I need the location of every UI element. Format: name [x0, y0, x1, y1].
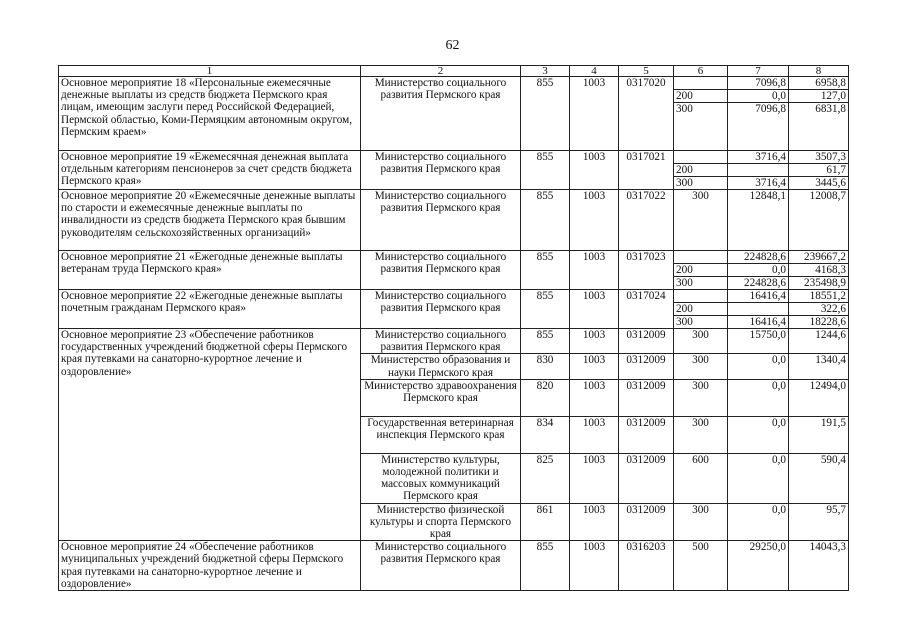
code-cell: 825: [521, 453, 570, 503]
code-cell: 855: [521, 251, 570, 290]
amount-cell: 29250,0: [728, 541, 789, 591]
code-cell: 834: [521, 416, 570, 453]
page-number: 62: [445, 38, 460, 53]
ministry-cell: Министерство социального развития Пермского края: [361, 290, 521, 329]
code-cell: 0317024: [619, 290, 674, 329]
code-cell: 820: [521, 379, 570, 416]
value: 300: [674, 177, 727, 190]
value: 61,7: [789, 164, 848, 177]
table-row: [59, 151, 849, 190]
value: 3445,6: [789, 177, 848, 190]
value: 322,6: [789, 303, 848, 316]
ministry-cell: Министерство социального развития Пермского края: [361, 329, 521, 354]
amount-cell: 14043,3: [789, 541, 849, 591]
value: 224828,6: [728, 277, 788, 290]
ministry-cell: Министерство социального развития Пермского края: [361, 541, 521, 591]
ministry-cell: Министерство социального развития Пермского края: [361, 77, 521, 151]
code-cell: 0317023: [619, 251, 674, 290]
amount-cell: [728, 151, 789, 190]
code-cell: 0312009: [619, 329, 674, 354]
measure-name-cell: Основное мероприятие 24 «Обеспечение работников муниципальных учреждений бюджетной сферы Пермского края путевками на санаторно-курортное лечение и оздоровление»: [59, 541, 361, 591]
ministry-cell: Министерство здравоохранения Пермского края: [361, 379, 521, 416]
amount-cell: 191,5: [789, 416, 849, 453]
measure-name-cell: Основное мероприятие 20 «Ежемесячные денежные выплаты по старости и ежемесячные денежные выплаты по инвалидности из средств бюджета Пермского края бывшим руководителям сельскохозяйственных организаций»: [59, 190, 361, 251]
amount-cell: [728, 77, 789, 151]
measure-name-cell: Основное мероприятие 23 «Обеспечение работников государственных учреждений бюджетной сферы Пермского края путевками на санаторно-курортное лечение и оздоровление»: [59, 329, 361, 541]
amount-cell: 0,0: [728, 379, 789, 416]
code-cell: 855: [521, 541, 570, 591]
value: 3716,4: [755, 151, 786, 163]
value: [674, 77, 727, 90]
amount-cell: 0,0: [728, 453, 789, 503]
table-row: [59, 251, 849, 290]
code-cell: 1003: [570, 151, 619, 190]
code-cell: 0312009: [619, 379, 674, 416]
ministry-cell: Министерство физической культуры и спорта Пермского края: [361, 503, 521, 541]
column-header: 4: [570, 66, 619, 77]
column-header: 6: [674, 66, 728, 77]
expense-type-cell: [674, 77, 728, 151]
code-cell: 855: [521, 190, 570, 251]
expense-type-cell: [674, 151, 728, 190]
code-cell: 0317022: [619, 190, 674, 251]
amount-cell: [728, 251, 789, 290]
amount-cell: 12494,0: [789, 379, 849, 416]
value: 3716,4: [728, 177, 788, 190]
ministry-cell: Министерство образования и науки Пермского края: [361, 354, 521, 379]
code-cell: 1003: [570, 453, 619, 503]
value: 200: [674, 164, 727, 177]
expense-type-cell: 300: [674, 379, 728, 416]
expense-type-cell: [674, 251, 728, 290]
value: [674, 290, 727, 303]
code-cell: 1003: [570, 251, 619, 290]
value: 200: [674, 303, 727, 316]
code-cell: 855: [521, 329, 570, 354]
code-cell: 0316203: [619, 541, 674, 591]
value: 7096,8: [755, 77, 786, 89]
ministry-cell: Министерство социального развития Пермского края: [361, 151, 521, 190]
column-header: 1: [59, 66, 361, 77]
value: 6958,8: [815, 77, 846, 89]
amount-cell: 0,0: [728, 354, 789, 379]
code-cell: 830: [521, 354, 570, 379]
value: 18551,2: [809, 290, 846, 302]
amount-cell: [789, 77, 849, 151]
code-cell: 0312009: [619, 453, 674, 503]
code-cell: 1003: [570, 190, 619, 251]
amount-cell: 0,0: [728, 503, 789, 541]
value: 7096,8: [728, 103, 788, 116]
code-cell: 0312009: [619, 416, 674, 453]
value: 127,0: [789, 90, 848, 103]
amount-cell: 95,7: [789, 503, 849, 541]
value: 18228,6: [789, 316, 848, 329]
value: 224828,6: [744, 251, 786, 263]
amount-cell: 0,0: [728, 416, 789, 453]
value: 300: [674, 277, 727, 290]
value: 4168,3: [789, 264, 848, 277]
value: 3507,3: [815, 151, 846, 163]
ministry-cell: Министерство социального развития Пермского края: [361, 190, 521, 251]
ministry-cell: Министерство социального развития Пермского края: [361, 251, 521, 290]
column-header: 7: [728, 66, 789, 77]
code-cell: 0312009: [619, 354, 674, 379]
amount-cell: 1244,6: [789, 329, 849, 354]
table-row: [59, 77, 849, 151]
value: 200: [674, 264, 727, 277]
code-cell: 1003: [570, 77, 619, 151]
code-cell: 1003: [570, 416, 619, 453]
expense-type-cell: 300: [674, 503, 728, 541]
amount-cell: [789, 251, 849, 290]
code-cell: 1003: [570, 541, 619, 591]
code-cell: 855: [521, 77, 570, 151]
table-row: [59, 541, 849, 591]
value: 235498,9: [789, 277, 848, 290]
value: 0,0: [728, 90, 788, 103]
amount-cell: 12008,7: [789, 190, 849, 251]
expense-type-cell: 500: [674, 541, 728, 591]
expense-type-cell: 300: [674, 190, 728, 251]
value: [674, 151, 727, 164]
expense-type-cell: 300: [674, 416, 728, 453]
value: [728, 303, 788, 316]
measure-name-cell: Основное мероприятие 21 «Ежегодные денежные выплаты ветеранам труда Пермского края»: [59, 251, 361, 290]
amount-cell: 15750,0: [728, 329, 789, 354]
code-cell: 0317021: [619, 151, 674, 190]
column-header: 3: [521, 66, 570, 77]
table-row: [59, 190, 849, 251]
code-cell: 855: [521, 290, 570, 329]
code-cell: 0312009: [619, 503, 674, 541]
ministry-cell: Министерство культуры, молодежной политики и массовых коммуникаций Пермского края: [361, 453, 521, 503]
value: 300: [674, 103, 727, 116]
value: [728, 164, 788, 177]
column-header: 8: [789, 66, 849, 77]
column-header: 2: [361, 66, 521, 77]
code-cell: 861: [521, 503, 570, 541]
value: 16416,4: [728, 316, 788, 329]
table-row: [59, 329, 849, 354]
amount-cell: 1340,4: [789, 354, 849, 379]
value: 6831,8: [789, 103, 848, 116]
expense-type-cell: 600: [674, 453, 728, 503]
value: [674, 251, 727, 264]
amount-cell: 590,4: [789, 453, 849, 503]
value: 300: [674, 316, 727, 329]
amount-cell: [728, 290, 789, 329]
code-cell: 0317020: [619, 77, 674, 151]
code-cell: 1003: [570, 503, 619, 541]
code-cell: 1003: [570, 329, 619, 354]
value: 16416,4: [749, 290, 786, 302]
expense-type-cell: [674, 290, 728, 329]
amount-cell: [789, 151, 849, 190]
measure-name-cell: Основное мероприятие 22 «Ежегодные денежные выплаты почетным гражданам Пермского края»: [59, 290, 361, 329]
code-cell: 1003: [570, 354, 619, 379]
code-cell: 855: [521, 151, 570, 190]
amount-cell: [789, 290, 849, 329]
budget-table: [58, 65, 849, 591]
ministry-cell: Государственная ветеринарная инспекция Пермского края: [361, 416, 521, 453]
code-cell: 1003: [570, 379, 619, 416]
column-header-row: [59, 66, 849, 77]
expense-type-cell: 300: [674, 329, 728, 354]
column-header: 5: [619, 66, 674, 77]
value: 200: [674, 90, 727, 103]
measure-name-cell: Основное мероприятие 19 «Ежемесячная денежная выплата отдельным категориям пенсионеров за счет средств бюджета Пермского края»: [59, 151, 361, 190]
code-cell: 1003: [570, 290, 619, 329]
value: 239667,2: [804, 251, 846, 263]
measure-name-cell: Основное мероприятие 18 «Персональные ежемесячные денежные выплаты из средств бюджета Пермского края лицам, имеющим заслуги перед Российской Федерацией, Пермской областью, Коми-Пермяцким автономным округом, Пермским краем»: [59, 77, 361, 151]
expense-type-cell: 300: [674, 354, 728, 379]
value: 0,0: [728, 264, 788, 277]
table-row: [59, 290, 849, 329]
amount-cell: 12848,1: [728, 190, 789, 251]
